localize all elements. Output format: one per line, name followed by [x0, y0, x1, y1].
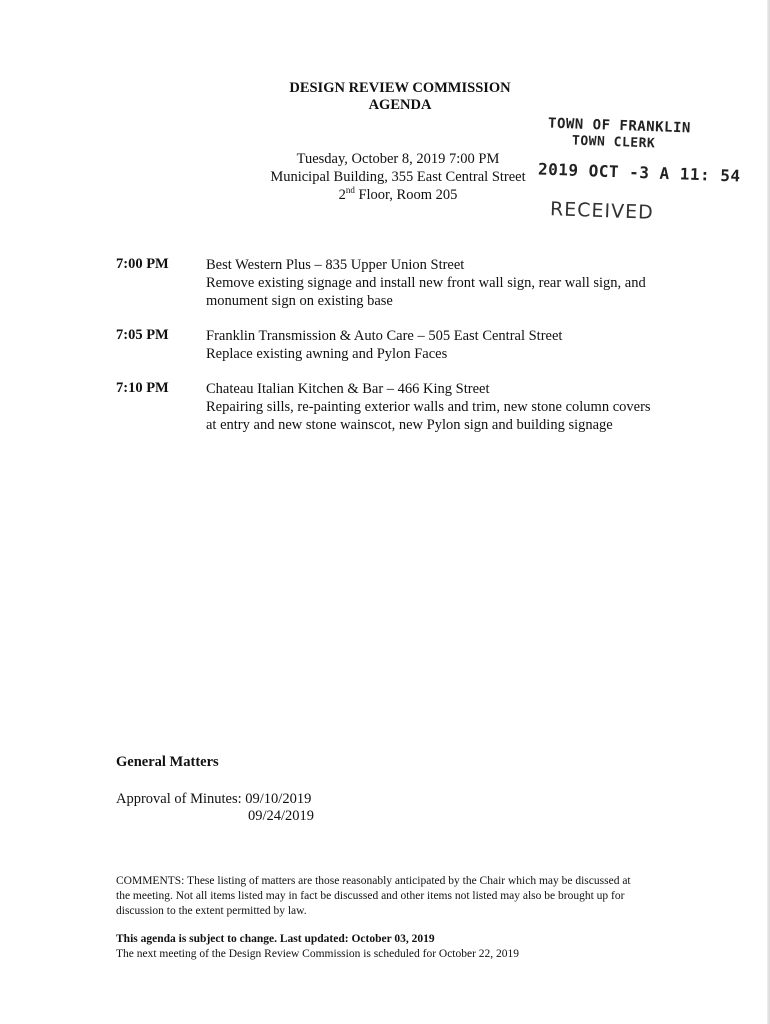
agenda-item-description: at entry and new stone wainscot, new Pylon sign and building signage: [206, 417, 613, 433]
agenda-item-time: 7:10 PM: [116, 380, 169, 396]
agenda-item-time: 7:00 PM: [116, 256, 169, 272]
agenda-item: [206, 380, 686, 434]
minutes-approval: Approval of Minutes: 09/10/2019: [116, 791, 312, 807]
comments-line: COMMENTS: These listing of matters are those reasonably anticipated by the Chair which may be discussed at: [116, 875, 631, 887]
change-notice: This agenda is subject to change. Last updated: October 03, 2019: [116, 933, 435, 945]
received-stamp-clerk: TOWN CLERK: [571, 133, 656, 152]
meeting-location: Municipal Building, 355 East Central Street: [270, 169, 526, 185]
general-matters-heading: General Matters: [116, 754, 219, 770]
agenda-item-description: Remove existing signage and install new front wall sign, rear wall sign, and: [206, 275, 646, 291]
floor-number: 2: [338, 187, 346, 203]
received-stamp-town: TOWN OF FRANKLIN: [547, 115, 692, 137]
floor-suffix: nd: [345, 185, 355, 196]
room-text: Floor, Room 205: [354, 187, 458, 203]
document-subtitle: AGENDA: [368, 97, 432, 113]
meeting-date: Tuesday, October 8, 2019 7:00 PM: [296, 151, 500, 167]
agenda-item-description: Replace existing awning and Pylon Faces: [206, 346, 448, 362]
agenda-item-title: Best Western Plus – 835 Upper Union Street: [206, 257, 465, 273]
agenda-item: [206, 327, 686, 363]
received-stamp-label: RECEIVED: [549, 198, 655, 224]
comments-line: the meeting. Not all items listed may in fact be discussed and other items not listed may also be brought up for: [116, 890, 625, 902]
next-meeting-notice: The next meeting of the Design Review Commission is scheduled for October 22, 2019: [116, 948, 520, 960]
meeting-room: [228, 186, 568, 204]
received-stamp-date: 2019 OCT -3 A 11: 54: [537, 159, 741, 186]
minutes-date-second: 09/24/2019: [248, 808, 315, 824]
document-title: DESIGN REVIEW COMMISSION: [289, 80, 511, 96]
agenda-item-time: 7:05 PM: [116, 327, 169, 343]
agenda-item-description: Repairing sills, re-painting exterior walls and trim, new stone column covers: [206, 399, 651, 415]
agenda-item-title: Chateau Italian Kitchen & Bar – 466 King Street: [206, 381, 490, 397]
comments-paragraph: [116, 874, 696, 919]
agenda-item: [206, 256, 686, 310]
agenda-item-title: Franklin Transmission & Auto Care – 505 East Central Street: [206, 328, 563, 344]
comments-line: discussion to the extent permitted by law.: [116, 905, 307, 917]
agenda-item-description: monument sign on existing base: [206, 293, 393, 309]
